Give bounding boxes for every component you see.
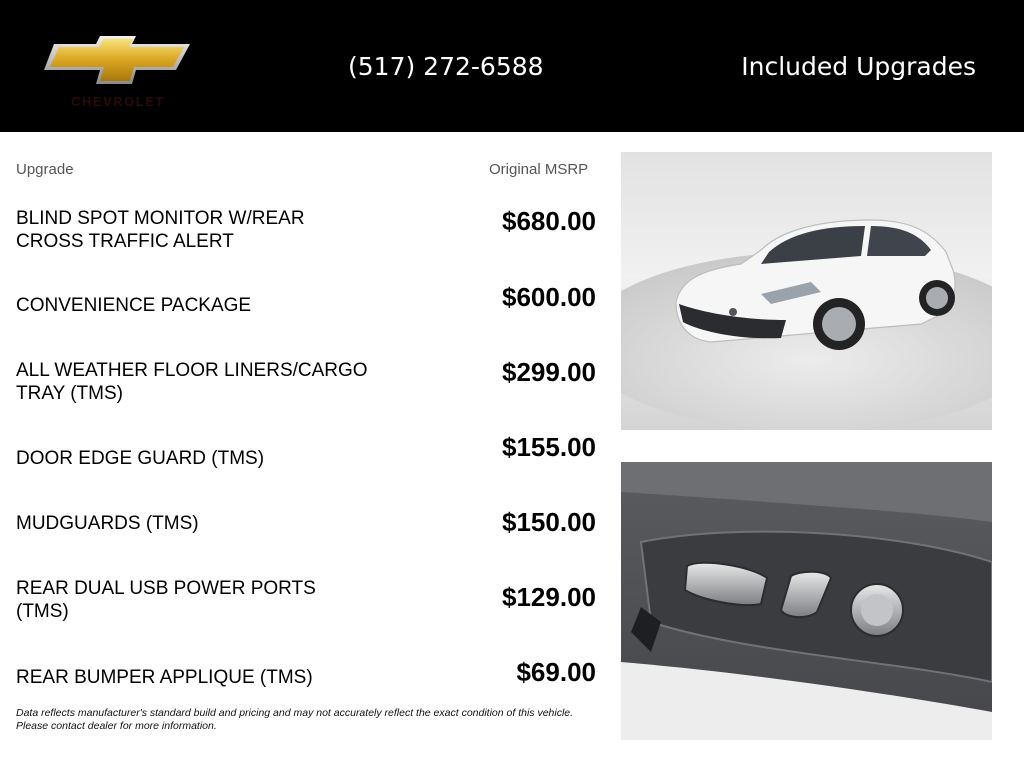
table-row (0, 206, 610, 281)
upgrade-name: CONVENIENCE PACKAGE (16, 295, 252, 316)
white-sedan-photo (621, 152, 992, 430)
upgrade-name: DOOR EDGE GUARD (TMS) (16, 448, 265, 469)
logo-wordmark: CHEVROLET (71, 94, 165, 109)
column-header-msrp: Original MSRP (489, 161, 589, 178)
upgrade-name: REAR DUAL USB POWER PORTS (TMS) (16, 578, 316, 622)
table-row (0, 507, 610, 582)
table-row (0, 282, 610, 357)
upgrade-price: $600.00 (502, 282, 596, 312)
chevrolet-bowtie-icon (44, 34, 192, 86)
upgrade-name: REAR BUMPER APPLIQUE (TMS) (16, 667, 313, 688)
table-row (0, 357, 610, 432)
upgrade-price: $155.00 (502, 432, 596, 462)
upgrade-price: $150.00 (502, 507, 596, 537)
upgrade-price: $129.00 (502, 582, 596, 612)
table-row (0, 432, 610, 507)
upgrade-name: MUDGUARDS (TMS) (16, 513, 199, 534)
upgrade-price: $299.00 (502, 357, 596, 387)
upgrade-price: $69.00 (516, 657, 596, 687)
upgrade-name: ALL WEATHER FLOOR LINERS/CARGO TRAY (TMS) (16, 360, 368, 404)
page-title: Included Upgrades (741, 52, 976, 81)
upgrade-price: $680.00 (502, 206, 596, 236)
disclaimer: Data reflects manufacturer's standard build and pricing and may not accurately reflect the exact condition of this vehicle. Please contact dealer for more information. (16, 707, 574, 732)
dealer-phone[interactable]: (517) 272-6588 (348, 52, 544, 81)
upgrade-name: BLIND SPOT MONITOR W/REAR CROSS TRAFFIC ALERT (16, 208, 305, 252)
power-seat-controls-photo (621, 462, 992, 740)
column-header-upgrade: Upgrade (16, 161, 74, 178)
header-bar (0, 0, 1024, 132)
table-row (0, 578, 610, 657)
